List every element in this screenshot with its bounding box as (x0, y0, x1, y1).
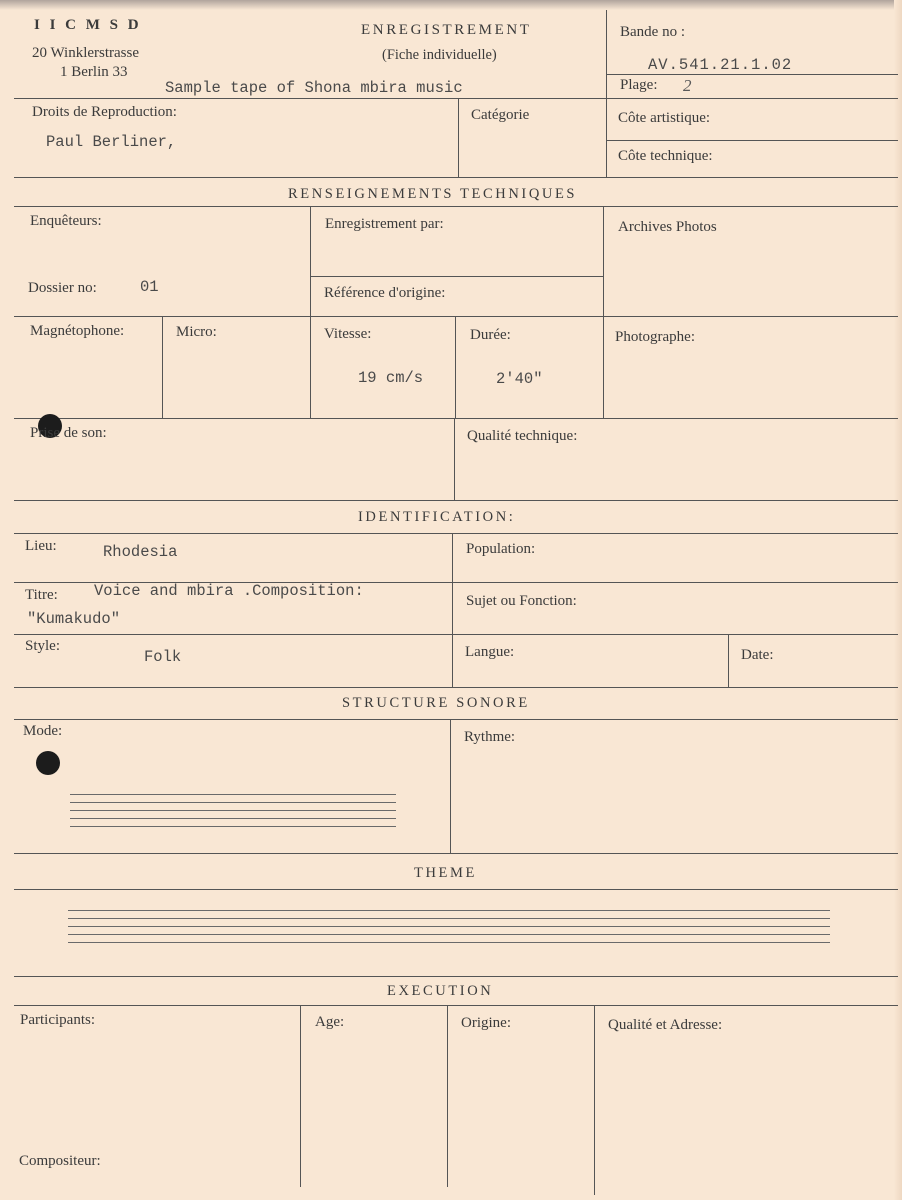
mode-writing-line (70, 810, 396, 811)
mode-writing-line (70, 802, 396, 803)
participants-label: Participants: (20, 1012, 95, 1028)
magneto-divider (162, 316, 163, 418)
section-technique: RENSEIGNEMENTS TECHNIQUES (288, 186, 578, 202)
address-line2: 1 Berlin 33 (60, 64, 128, 80)
origine-label: Origine: (461, 1015, 511, 1031)
categorie-divider (458, 98, 459, 178)
plage-label: Plage: (620, 77, 658, 93)
section-identification: IDENTIFICATION: (358, 509, 516, 525)
vitesse-label: Vitesse: (324, 326, 372, 342)
theme-writing-line (68, 942, 830, 943)
style-value: Folk (144, 648, 182, 666)
rule-identification-header (14, 533, 898, 534)
rule-header-bottom (14, 98, 898, 99)
rule-rights-bottom (14, 177, 898, 178)
duree-value: 2'40" (496, 370, 543, 388)
section-structure: STRUCTURE SONORE (342, 695, 530, 711)
qualite-technique-label: Qualité technique: (467, 428, 578, 444)
titre-value-line1: Voice and mbira .Composition: (94, 582, 364, 600)
mode-writing-line (70, 794, 396, 795)
rule-theme-header (14, 889, 898, 890)
header-divider (606, 10, 607, 178)
rule-technique-header (14, 206, 898, 207)
tech-divider-2 (603, 206, 604, 418)
prise-divider (454, 418, 455, 500)
age-label: Age: (315, 1014, 345, 1030)
mode-label: Mode: (23, 723, 63, 739)
enregistrement-par-label: Enregistrement par: (325, 216, 444, 232)
cote-artistique-label: Côte artistique: (618, 110, 711, 126)
scan-edge-shadow (894, 0, 902, 1200)
dossier-value: 01 (140, 278, 159, 296)
ident-divider (452, 533, 453, 687)
rule-execution-header (14, 1005, 898, 1006)
lieu-label: Lieu: (25, 538, 57, 554)
date-label: Date: (741, 647, 774, 663)
sujet-label: Sujet ou Fonction: (466, 593, 577, 609)
section-execution: EXECUTION (387, 983, 494, 999)
vitesse-divider (455, 316, 456, 418)
rule-technique-mid (14, 316, 898, 317)
categorie-label: Catégorie (471, 107, 530, 123)
rule-theme-bottom (14, 976, 898, 977)
micro-label: Micro: (176, 324, 217, 340)
address-line1: 20 Winklerstrasse (32, 45, 140, 61)
exec-divider-3 (594, 1005, 595, 1195)
bande-label: Bande no : (620, 24, 685, 40)
photographe-label: Photographe: (615, 329, 695, 345)
population-label: Population: (466, 541, 536, 557)
scan-top-shadow (0, 0, 902, 10)
rule-ident-2 (14, 634, 898, 635)
vitesse-value: 19 cm/s (358, 369, 424, 387)
titre-label: Titre: (25, 587, 58, 603)
rule-technique-bottom (14, 500, 898, 501)
droits-label: Droits de Reproduction: (32, 104, 177, 120)
bande-value: AV.541.21.1.02 (648, 56, 793, 74)
exec-divider-1 (300, 1005, 301, 1187)
org-abbrev: I I C M S D (34, 17, 142, 33)
theme-writing-line (68, 934, 830, 935)
rythme-label: Rythme: (464, 729, 516, 745)
prise-label: Prise de son: (30, 425, 107, 441)
exec-divider-2 (447, 1005, 448, 1187)
compositeur-label: Compositeur: (19, 1153, 101, 1169)
punch-hole-bottom (36, 751, 60, 775)
archives-photos-label: Archives Photos (618, 219, 717, 235)
enregistrement-rule (310, 276, 603, 277)
duree-label: Durée: (470, 327, 511, 343)
titre-value-line2: "Kumakudo" (27, 610, 121, 628)
lieu-value: Rhodesia (103, 543, 178, 561)
rule-technique-low (14, 418, 898, 419)
rule-structure-header (14, 719, 898, 720)
mode-writing-line (70, 826, 396, 827)
dossier-label: Dossier no: (28, 280, 97, 296)
magnetophone-label: Magnétophone: (30, 323, 125, 339)
langue-divider (728, 634, 729, 687)
qualite-adresse-label: Qualité et Adresse: (608, 1017, 723, 1033)
rule-structure-bottom (14, 853, 898, 854)
plage-value: 2 (683, 76, 692, 95)
theme-writing-line (68, 918, 830, 919)
style-label: Style: (25, 638, 61, 654)
doc-subtitle: (Fiche individuelle) (382, 47, 497, 63)
cote-technique-label: Côte technique: (618, 148, 713, 164)
cote-rule (606, 140, 898, 141)
rule-ident-bottom (14, 687, 898, 688)
reference-label: Référence d'origine: (324, 285, 446, 301)
theme-writing-line (68, 926, 830, 927)
theme-writing-line (68, 910, 830, 911)
droits-value: Paul Berliner, (46, 133, 177, 151)
tech-divider-1 (310, 206, 311, 418)
enqueteurs-label: Enquêteurs: (30, 213, 102, 229)
mode-writing-line (70, 818, 396, 819)
section-theme: THEME (414, 865, 477, 881)
typed-title: Sample tape of Shona mbira music (165, 79, 463, 97)
structure-divider (450, 719, 451, 853)
doc-title: ENREGISTREMENT (361, 22, 532, 38)
bande-rule (606, 74, 898, 75)
langue-label: Langue: (465, 644, 515, 660)
